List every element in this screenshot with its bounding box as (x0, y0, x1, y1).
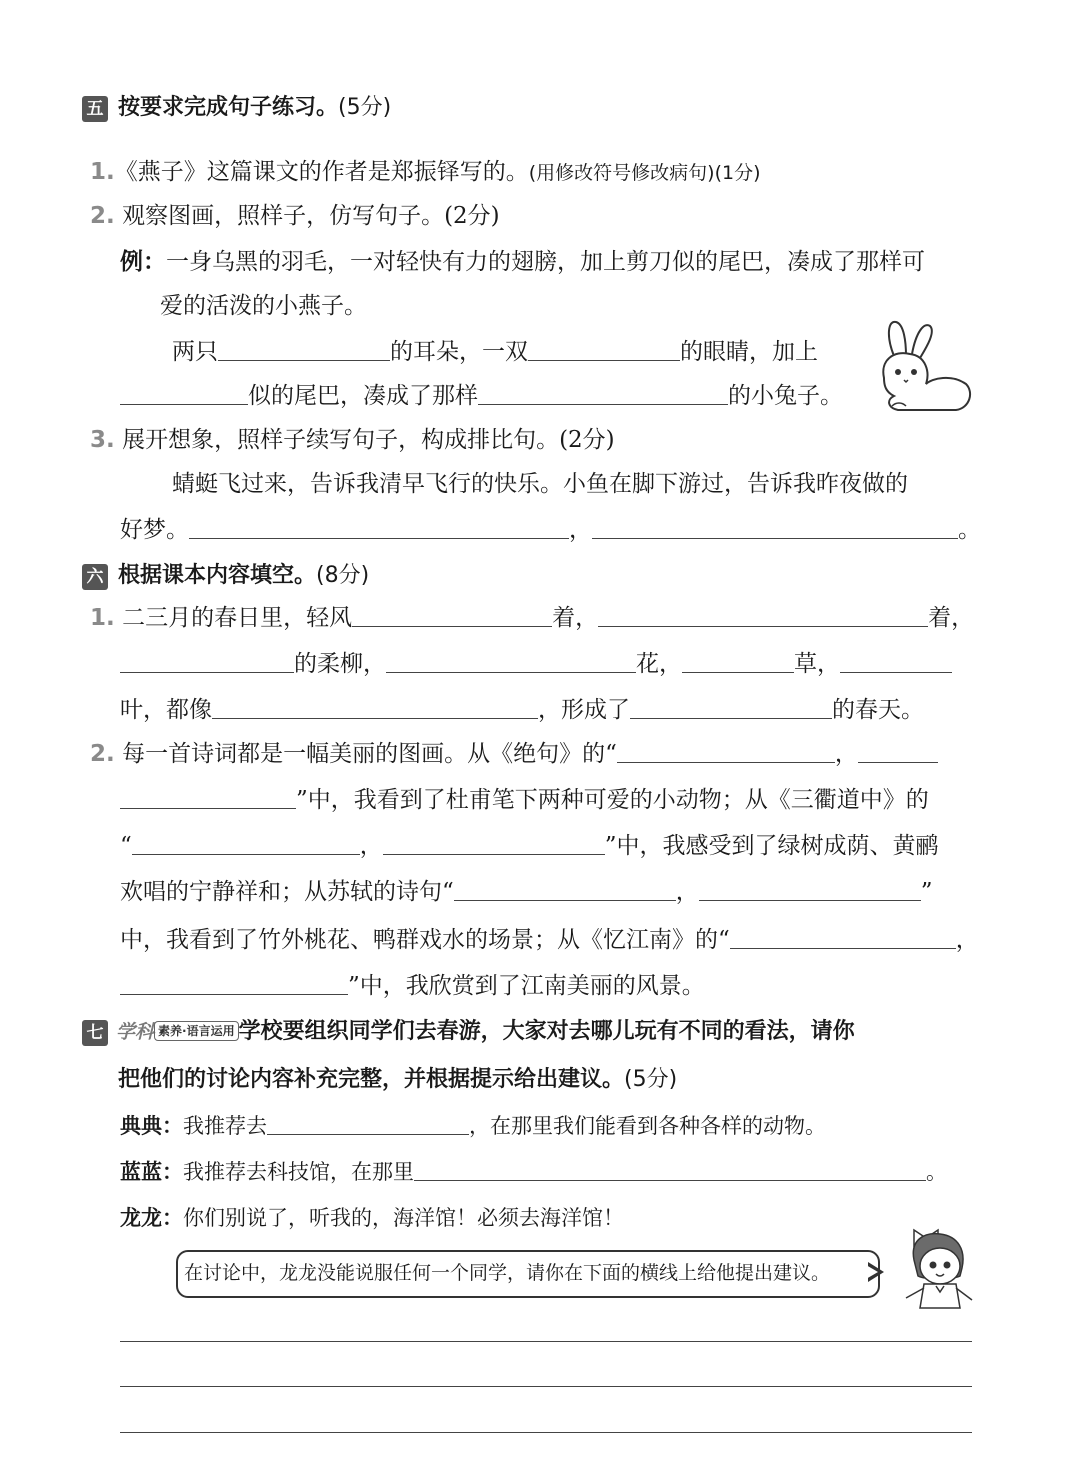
blank[interactable] (212, 696, 538, 719)
blank[interactable] (858, 740, 938, 763)
writing-line-1[interactable] (120, 1341, 972, 1342)
blank[interactable] (120, 382, 248, 405)
q6-2-line-4: 欢唱的宁静祥和；从苏轼的诗句“ ， ” (120, 879, 933, 905)
section-title-7-line-2: 把他们的讨论内容补充完整，并根据提示给出建议。(5分) (118, 1067, 678, 1092)
section-title-5: 按要求完成句子练习。(5分) (118, 95, 392, 120)
blank[interactable] (352, 604, 552, 627)
section-badge-5: 五 (82, 96, 108, 122)
q6-2-line-5: 中，我看到了竹外桃花、鸭群戏水的场景；从《忆江南》的“ ， (120, 927, 979, 953)
blank[interactable] (132, 832, 360, 855)
blank[interactable] (120, 972, 348, 995)
dialogue-longlong: 龙龙：你们别说了，听我的，海洋馆！必须去海洋馆！ (120, 1206, 624, 1230)
blank[interactable] (478, 382, 728, 405)
blank[interactable] (386, 650, 636, 673)
blank[interactable] (592, 516, 958, 539)
question-5-2: 2. 观察图画，照样子，仿写句子。(2分) (90, 203, 500, 229)
q6-2-line-1: 2. 每一首诗词都是一幅美丽的图画。从《绝句》的“ ， (90, 738, 938, 770)
blank[interactable] (682, 650, 794, 673)
literacy-tag: 素养·语言运用 (154, 1021, 239, 1041)
example-line-1: 例：一身乌黑的羽毛，一对轻快有力的翅膀，加上剪刀似的尾巴，凑成了那样可 (120, 249, 925, 275)
section-badge-7: 七 (82, 1020, 108, 1046)
dialogue-lanlan: 蓝蓝：我推荐去科技馆，在那里 。 (120, 1160, 947, 1184)
blank[interactable] (699, 878, 921, 901)
section-title-7: 学科 素养·语言运用 学校要组织同学们去春游，大家对去哪儿玩有不同的看法，请你 (116, 1019, 855, 1044)
blank[interactable] (730, 926, 956, 949)
q6-2-line-2: ”中，我看到了杜甫笔下两种可爱的小动物；从《三衢道中》的 (120, 784, 929, 816)
blank[interactable] (189, 516, 569, 539)
q3-line-1: 蜻蜓飞过来，告诉我清早飞行的快乐。小鱼在脚下游过，告诉我昨夜做的 (172, 471, 908, 497)
section-title-6: 根据课本内容填空。(8分) (118, 563, 370, 588)
question-5-1: 1.《燕子》这篇课文的作者是郑振铎写的。(用修改符号修改病句)(1分) (90, 159, 761, 185)
dialogue-diandian: 典典：我推荐去 ，在那里我们能看到各种各样的动物。 (120, 1114, 826, 1138)
blank[interactable] (414, 1158, 926, 1181)
q6-1-line-1: 1. 二三月的春日里，轻风 着， 着， (90, 605, 975, 631)
blank[interactable] (267, 1112, 469, 1135)
q6-1-line-2: 的柔柳， 花， 草， (120, 648, 952, 680)
blank[interactable] (528, 338, 680, 361)
blank[interactable] (218, 338, 390, 361)
blank[interactable] (383, 832, 605, 855)
fill-line-rabbit-2: 似的尾巴，凑成了那样 的小兔子。 (120, 380, 843, 412)
section-badge-6: 六 (82, 564, 108, 590)
blank[interactable] (120, 786, 296, 809)
writing-line-3[interactable] (120, 1432, 972, 1433)
rabbit-illustration (872, 316, 976, 416)
q6-1-line-3: 叶，都像 ，形成了 的春天。 (120, 697, 924, 723)
blank[interactable] (454, 878, 676, 901)
q6-2-line-3: “ ， ”中，我感受到了绿树成荫、黄鹂 (120, 833, 939, 859)
girl-illustration (900, 1220, 980, 1310)
blank[interactable] (630, 696, 832, 719)
question-5-3: 3. 展开想象，照样子续写句子，构成排比句。(2分) (90, 427, 615, 453)
blank[interactable] (840, 650, 952, 673)
example-line-2: 爱的活泼的小燕子。 (160, 293, 367, 319)
q6-2-line-6: ”中，我欣赏到了江南美丽的风景。 (120, 970, 705, 1002)
fill-line-rabbit-1: 两只 的耳朵，一双 的眼睛，加上 (172, 339, 818, 365)
q3-line-2: 好梦。 ， 。 (120, 517, 981, 543)
blank[interactable] (120, 650, 294, 673)
hint-bubble-text: 在讨论中，龙龙没能说服任何一个同学，请你在下面的横线上给他提出建议。 (184, 1262, 831, 1284)
subject-tag: 学科 (116, 1021, 155, 1043)
blank[interactable] (598, 604, 928, 627)
blank[interactable] (617, 740, 835, 763)
writing-line-2[interactable] (120, 1386, 972, 1387)
bubble-tail-inner (866, 1265, 878, 1279)
